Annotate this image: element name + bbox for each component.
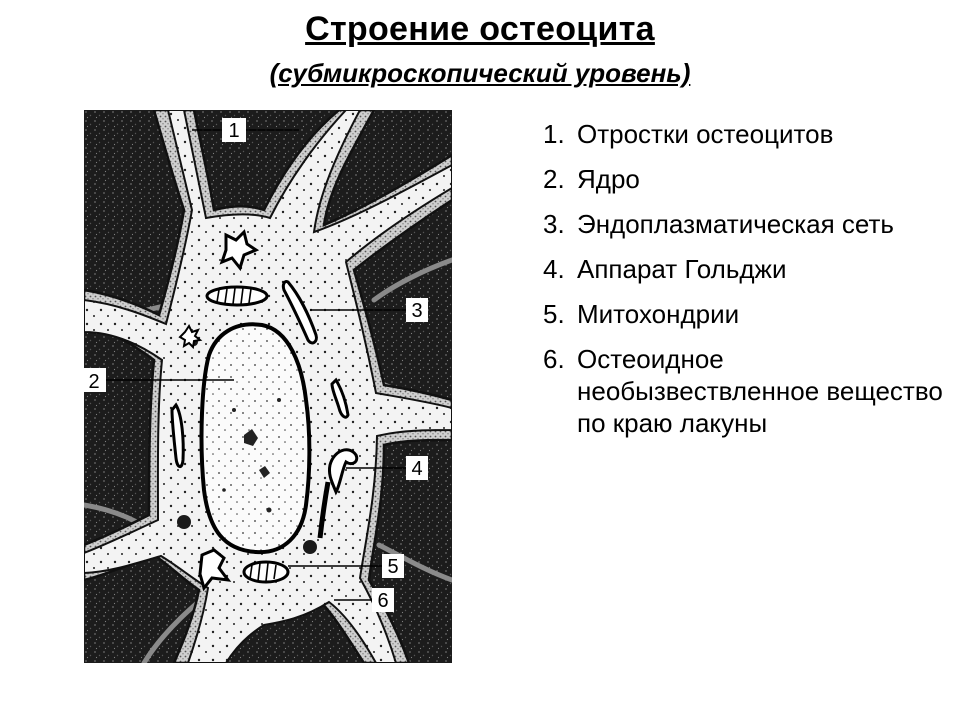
legend-item <box>543 118 943 150</box>
legend-text: Эндоплазматическая сеть <box>577 209 894 239</box>
osteocyte-illustration <box>84 110 452 663</box>
legend-number: 4. <box>543 254 565 284</box>
mitochondrion-lower <box>244 562 288 582</box>
legend-item <box>543 343 943 439</box>
mitochondrion-upper <box>207 287 267 305</box>
legend-item <box>543 163 943 195</box>
legend-number: 3. <box>543 209 565 239</box>
legend-text: Ядро <box>577 164 640 194</box>
legend-text: Остеоидное необызвествленное вещество по краю лакуны <box>577 344 943 438</box>
legend-item <box>543 298 943 330</box>
legend-list <box>543 118 943 452</box>
legend-text: Отростки остеоцитов <box>577 119 834 149</box>
legend-number: 5. <box>543 299 565 329</box>
legend-number: 6. <box>543 344 565 374</box>
legend-number: 2. <box>543 164 565 194</box>
page-subtitle: (субмикроскопический уровень) <box>269 58 691 88</box>
label-2-text: 2 <box>88 371 100 393</box>
legend-number: 1. <box>543 119 565 149</box>
label-4-text: 4 <box>411 458 423 480</box>
label-3-text: 3 <box>411 300 423 322</box>
legend-text: Митохондрии <box>577 299 740 329</box>
label-1-text: 1 <box>228 120 240 142</box>
label-6-text: 6 <box>377 590 389 612</box>
legend-item <box>543 253 943 285</box>
legend-text: Аппарат Гольджи <box>577 254 787 284</box>
legend-item <box>543 208 943 240</box>
label-5-text: 5 <box>387 556 399 578</box>
page-title: Строение остеоцита <box>305 10 655 48</box>
